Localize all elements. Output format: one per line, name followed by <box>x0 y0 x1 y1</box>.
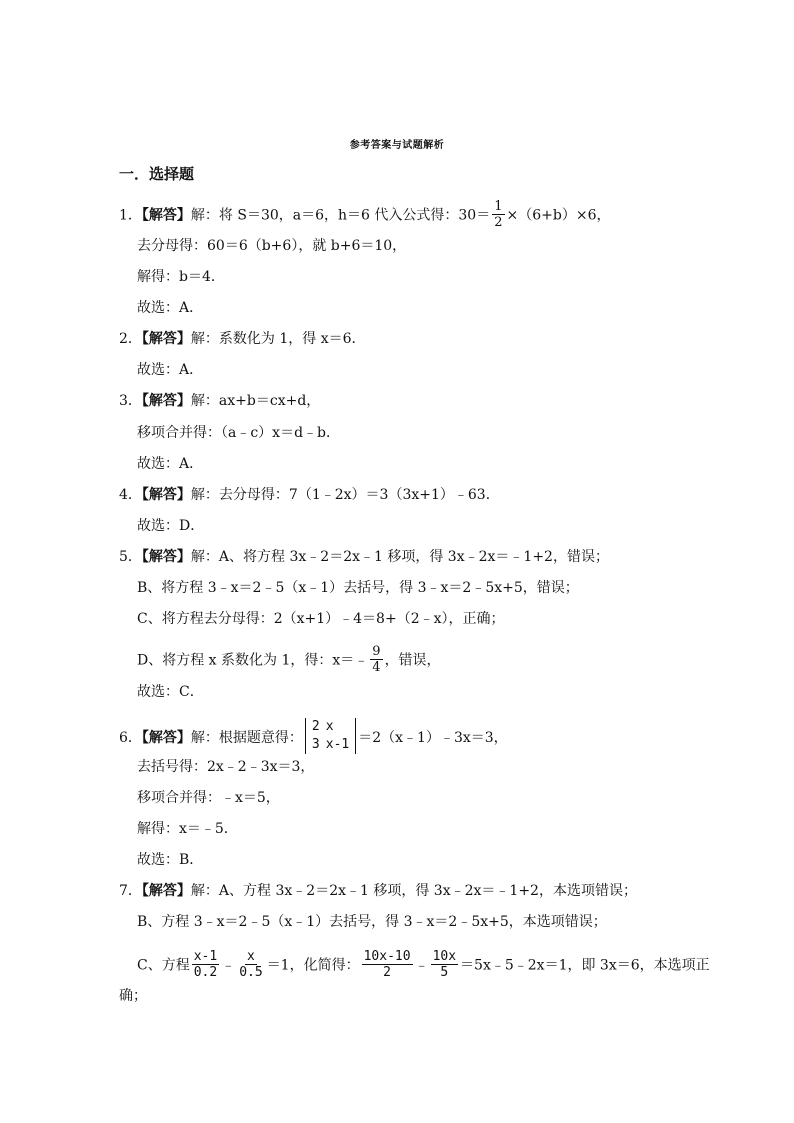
q6-line-5: 故选：B． <box>137 852 204 868</box>
q5-line-2: B、将方程 3﹣x＝2﹣5（x﹣1）去括号，得 3﹣x＝2﹣5x+5，错误； <box>137 580 579 596</box>
q2-line-1 <box>119 329 366 349</box>
q5-d-text-2: ，错误， <box>384 652 441 669</box>
q5-number: 5． <box>119 549 142 565</box>
q7-fraction-3 <box>362 949 413 980</box>
q5-line-1 <box>119 547 609 567</box>
q7-line-1 <box>119 881 637 901</box>
fraction-numerator: x-1 <box>193 949 218 964</box>
det-c: 3 <box>311 737 320 752</box>
determinant-column-2 <box>323 718 352 754</box>
q7-number: 7． <box>119 883 142 899</box>
det-a: 2 <box>311 719 320 734</box>
q7-answer-tag: 【解答】 <box>141 883 191 899</box>
q5-fraction-denominator: 4 <box>372 660 381 675</box>
q5-line-4 <box>137 645 441 676</box>
q6-line-4: 解得：x＝﹣5． <box>137 821 238 837</box>
q2-text: 解：系数化为 1，得 x＝6． <box>190 331 366 347</box>
determinant-column-1 <box>309 718 323 754</box>
q4-line-1 <box>119 485 500 505</box>
q5-fraction <box>370 644 382 675</box>
q2-number: 2． <box>119 331 142 347</box>
q3-answer-tag: 【解答】 <box>141 393 191 409</box>
q6-number: 6． <box>119 730 142 746</box>
q7-fraction-4 <box>431 949 458 980</box>
fraction-denominator: 5 <box>440 965 449 980</box>
q7-c-text: C、方程 <box>137 957 190 974</box>
q1-number: 1． <box>119 207 142 224</box>
q7-line-4: 确； <box>119 988 147 1004</box>
q4-text: 解：去分母得：7（1﹣2x）＝3（3x+1）﹣63． <box>190 487 500 503</box>
page-title: 参考答案与试题解析 <box>349 140 445 151</box>
q1-text: 解：将 S＝30，a＝6，h＝6 代入公式得：30＝ <box>190 207 491 224</box>
fraction-denominator: 2 <box>383 965 391 980</box>
q1-text-2: ×（6+b）×6， <box>506 207 611 224</box>
q6-answer-tag: 【解答】 <box>141 730 191 746</box>
q6-text-2: ＝2（x﹣1）﹣3x＝3， <box>358 730 508 746</box>
section-heading: 一．选择题 <box>119 165 195 183</box>
q6-line-2: 去括号得：2x﹣2﹣3x＝3， <box>137 759 315 775</box>
q5-line-3: C、将方程去分母得：2（x+1）﹣4＝8+（2﹣x），正确； <box>137 611 505 627</box>
q7-text: 解：A、方程 3x﹣2＝2x﹣1 移项，得 3x﹣2x＝﹣1+2，本选项错误； <box>190 883 637 899</box>
fraction-denominator: 0.2 <box>193 965 218 980</box>
q6-line-1 <box>119 720 508 756</box>
q1-fraction-numerator: 1 <box>494 199 503 214</box>
q4-answer-tag: 【解答】 <box>141 487 191 503</box>
q1-fraction-denominator: 2 <box>494 215 503 230</box>
q4-number: 4． <box>119 487 142 503</box>
q6-line-3: 移项合并得：﹣x＝5， <box>137 790 280 806</box>
q3-text: 解：ax+b＝cx+d， <box>190 393 321 409</box>
q5-fraction-numerator: 9 <box>372 644 381 659</box>
q7-line-3 <box>137 950 710 981</box>
q5-text: 解：A、将方程 3x﹣2＝2x﹣1 移项，得 3x﹣2x＝﹣1+2，错误； <box>190 549 609 565</box>
q1-line-3: 解得：b＝4． <box>137 269 225 285</box>
q1-line-4: 故选：A． <box>137 300 204 316</box>
q4-line-2: 故选：D． <box>137 518 205 534</box>
fraction-numerator: 10x-10 <box>363 949 411 964</box>
q7-c-text-3: ＝5x﹣5﹣2x＝1，即 3x＝6，本选项正 <box>460 957 710 974</box>
det-d: x-1 <box>325 737 350 752</box>
q1-answer-tag: 【解答】 <box>141 207 191 224</box>
q5-line-5: 故选：C． <box>137 684 204 700</box>
q3-line-1 <box>119 391 320 411</box>
q1-line-1 <box>119 200 610 231</box>
fraction-numerator: 10x <box>432 949 457 964</box>
q3-line-3: 故选：A． <box>137 456 204 472</box>
q2-answer-tag: 【解答】 <box>141 331 191 347</box>
q5-answer-tag: 【解答】 <box>141 549 191 565</box>
q1-line-2: 去分母得：60＝6（b+6），就 b+6＝10， <box>137 238 407 254</box>
q7-minus: ﹣ <box>221 957 236 974</box>
q3-number: 3． <box>119 393 142 409</box>
q1-fraction <box>492 199 504 230</box>
q7-line-2: B、方程 3﹣x＝2﹣5（x﹣1）去括号，得 3﹣x＝2﹣5x+5，本选项错误； <box>137 914 607 930</box>
q3-line-2: 移项合并得：（a﹣c）x＝d﹣b． <box>137 425 341 441</box>
q6-text: 解：根据题意得： <box>190 730 303 746</box>
fraction-numerator: x <box>247 949 255 964</box>
fraction-denominator: 0.5 <box>239 965 263 980</box>
q7-fraction-2 <box>237 949 264 980</box>
q5-d-text: D、将方程 x 系数化为 1，得：x＝﹣ <box>137 652 369 669</box>
q2-line-2: 故选：A． <box>137 362 204 378</box>
q7-fraction-1 <box>192 949 219 980</box>
det-b: x <box>325 719 334 734</box>
q6-determinant <box>305 718 356 754</box>
q7-c-text-2: ＝1，化简得： <box>266 957 360 974</box>
q7-minus-2: ﹣ <box>414 957 429 974</box>
